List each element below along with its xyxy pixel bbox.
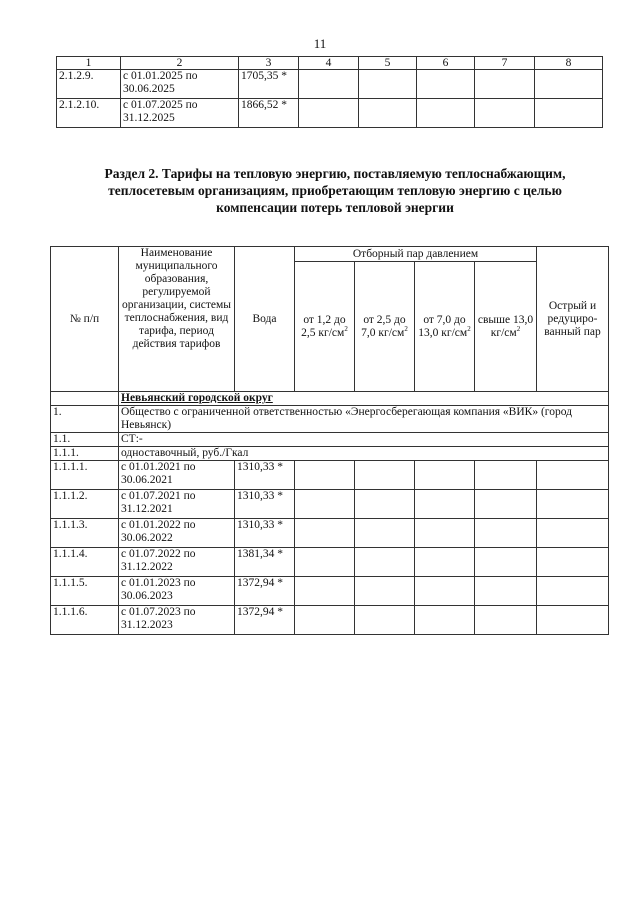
water-tariff: 1372,94 *	[235, 577, 295, 606]
column-number: 2	[121, 57, 239, 70]
empty-cell	[355, 461, 415, 490]
water-tariff: 1310,33 *	[235, 490, 295, 519]
header-steam-2	[355, 262, 415, 392]
system-name: СТ:-	[119, 433, 609, 447]
table-row	[51, 577, 609, 606]
steam-3-label: от 7,0 до 13,0 кг/см	[418, 313, 468, 339]
empty-cell	[475, 70, 535, 99]
district-row	[51, 392, 609, 406]
table-row	[51, 490, 609, 519]
column-number-row	[57, 57, 603, 70]
empty-cell	[537, 548, 609, 577]
tariff-period: с 01.01.2023 по 30.06.2023	[119, 577, 235, 606]
water-tariff: 1372,94 *	[235, 606, 295, 635]
tariff-period: с 01.07.2021 по 31.12.2021	[119, 490, 235, 519]
empty-cell	[475, 99, 535, 128]
column-number: 3	[239, 57, 299, 70]
row-number: 1.1.1.6.	[51, 606, 119, 635]
empty-cell	[475, 606, 537, 635]
table-row	[57, 99, 603, 128]
tariff-period: с 01.07.2023 по 31.12.2023	[119, 606, 235, 635]
empty-cell	[355, 548, 415, 577]
empty-cell	[51, 392, 119, 406]
empty-cell	[417, 70, 475, 99]
header-steam-1	[295, 262, 355, 392]
steam-1-label: от 1,2 до 2,5 кг/см	[301, 313, 346, 339]
empty-cell	[355, 490, 415, 519]
empty-cell	[295, 577, 355, 606]
empty-cell	[355, 606, 415, 635]
table-row	[57, 70, 603, 99]
water-tariff: 1310,33 *	[235, 461, 295, 490]
header-steam-group	[295, 247, 537, 262]
column-number: 8	[535, 57, 603, 70]
empty-cell	[537, 606, 609, 635]
empty-cell	[475, 548, 537, 577]
tariff-period: с 01.07.2025 по 31.12.2025	[121, 99, 239, 128]
superscript: 2	[467, 324, 471, 333]
empty-cell	[415, 461, 475, 490]
table-row	[51, 548, 609, 577]
continuation-table	[56, 56, 603, 128]
empty-cell	[415, 490, 475, 519]
tariff-period: с 01.01.2025 по 30.06.2025	[121, 70, 239, 99]
row-number: 1.1.1.2.	[51, 490, 119, 519]
empty-cell	[415, 606, 475, 635]
water-tariff: 1310,33 *	[235, 519, 295, 548]
empty-cell	[295, 490, 355, 519]
column-number: 4	[299, 57, 359, 70]
empty-cell	[295, 548, 355, 577]
superscript: 2	[404, 324, 408, 333]
steam-4-label: свыше 13,0 кг/см	[477, 313, 534, 339]
empty-cell	[295, 606, 355, 635]
organization-row	[51, 406, 609, 433]
section-title: Раздел 2. Тарифы на тепловую энергию, поставляемую теплоснабжающим, теплосетевым организациям, приобретающим тепловую энергию с целью компенсации потерь тепловой энергии	[104, 166, 566, 215]
row-number: 1.1.	[51, 433, 119, 447]
water-tariff: 1866,52 *	[239, 99, 299, 128]
header-sharp-steam-label: Острый и редуциро-ванный пар	[544, 299, 601, 338]
district-label: Невьянский городской округ	[121, 392, 273, 404]
row-number: 1.1.1.	[51, 447, 119, 461]
empty-cell	[475, 577, 537, 606]
header-sharp-steam	[537, 247, 609, 392]
column-number: 5	[359, 57, 417, 70]
empty-cell	[359, 70, 417, 99]
header-water-label: Вода	[252, 312, 277, 325]
empty-cell	[295, 519, 355, 548]
empty-cell	[355, 577, 415, 606]
empty-cell	[537, 490, 609, 519]
header-number-label: № п/п	[69, 312, 100, 325]
table-row	[51, 519, 609, 548]
row-number: 1.1.1.4.	[51, 548, 119, 577]
table-row	[51, 461, 609, 490]
empty-cell	[537, 577, 609, 606]
empty-cell	[535, 70, 603, 99]
empty-cell	[295, 461, 355, 490]
tariff-table	[50, 246, 609, 635]
row-number: 2.1.2.10.	[57, 99, 121, 128]
table-row	[51, 606, 609, 635]
system-row	[51, 433, 609, 447]
empty-cell	[417, 99, 475, 128]
district-name	[119, 392, 609, 406]
row-number: 1.	[51, 406, 119, 433]
empty-cell	[299, 70, 359, 99]
tariff-type-row	[51, 447, 609, 461]
empty-cell	[475, 461, 537, 490]
empty-cell	[535, 99, 603, 128]
water-tariff: 1705,35 *	[239, 70, 299, 99]
superscript: 2	[344, 324, 348, 333]
header-steam-3	[415, 262, 475, 392]
page-number: 11	[313, 36, 327, 51]
column-number: 6	[417, 57, 475, 70]
column-number: 1	[57, 57, 121, 70]
empty-cell	[475, 490, 537, 519]
superscript: 2	[516, 324, 521, 333]
organization-name: Общество с ограниченной ответственностью «Энергосберегающая компания «ВИК» (город Невьянск)	[119, 406, 609, 433]
header-name-label: Наименование муниципального образования, регулируемой организации, системы теплоснабжения, вид тарифа, период действия тарифов	[122, 247, 231, 350]
steam-2-label: от 2,5 до 7,0 кг/см	[361, 313, 406, 339]
empty-cell	[415, 548, 475, 577]
empty-cell	[355, 519, 415, 548]
empty-cell	[475, 519, 537, 548]
water-tariff: 1381,34 *	[235, 548, 295, 577]
header-steam-4	[475, 262, 537, 392]
row-number: 1.1.1.3.	[51, 519, 119, 548]
header-number	[51, 247, 119, 392]
tariff-type: одноставочный, руб./Гкал	[119, 447, 609, 461]
tariff-period: с 01.01.2021 по 30.06.2021	[119, 461, 235, 490]
tariff-period: с 01.07.2022 по 31.12.2022	[119, 548, 235, 577]
header-row	[51, 247, 609, 262]
empty-cell	[359, 99, 417, 128]
empty-cell	[537, 461, 609, 490]
empty-cell	[299, 99, 359, 128]
header-water	[235, 247, 295, 392]
header-name	[119, 247, 235, 392]
row-number: 1.1.1.1.	[51, 461, 119, 490]
row-number: 1.1.1.5.	[51, 577, 119, 606]
tariff-period: с 01.01.2022 по 30.06.2022	[119, 519, 235, 548]
empty-cell	[537, 519, 609, 548]
empty-cell	[415, 577, 475, 606]
row-number: 2.1.2.9.	[57, 70, 121, 99]
header-steam-group-label: Отборный пар давлением	[352, 247, 479, 260]
column-number: 7	[475, 57, 535, 70]
empty-cell	[415, 519, 475, 548]
